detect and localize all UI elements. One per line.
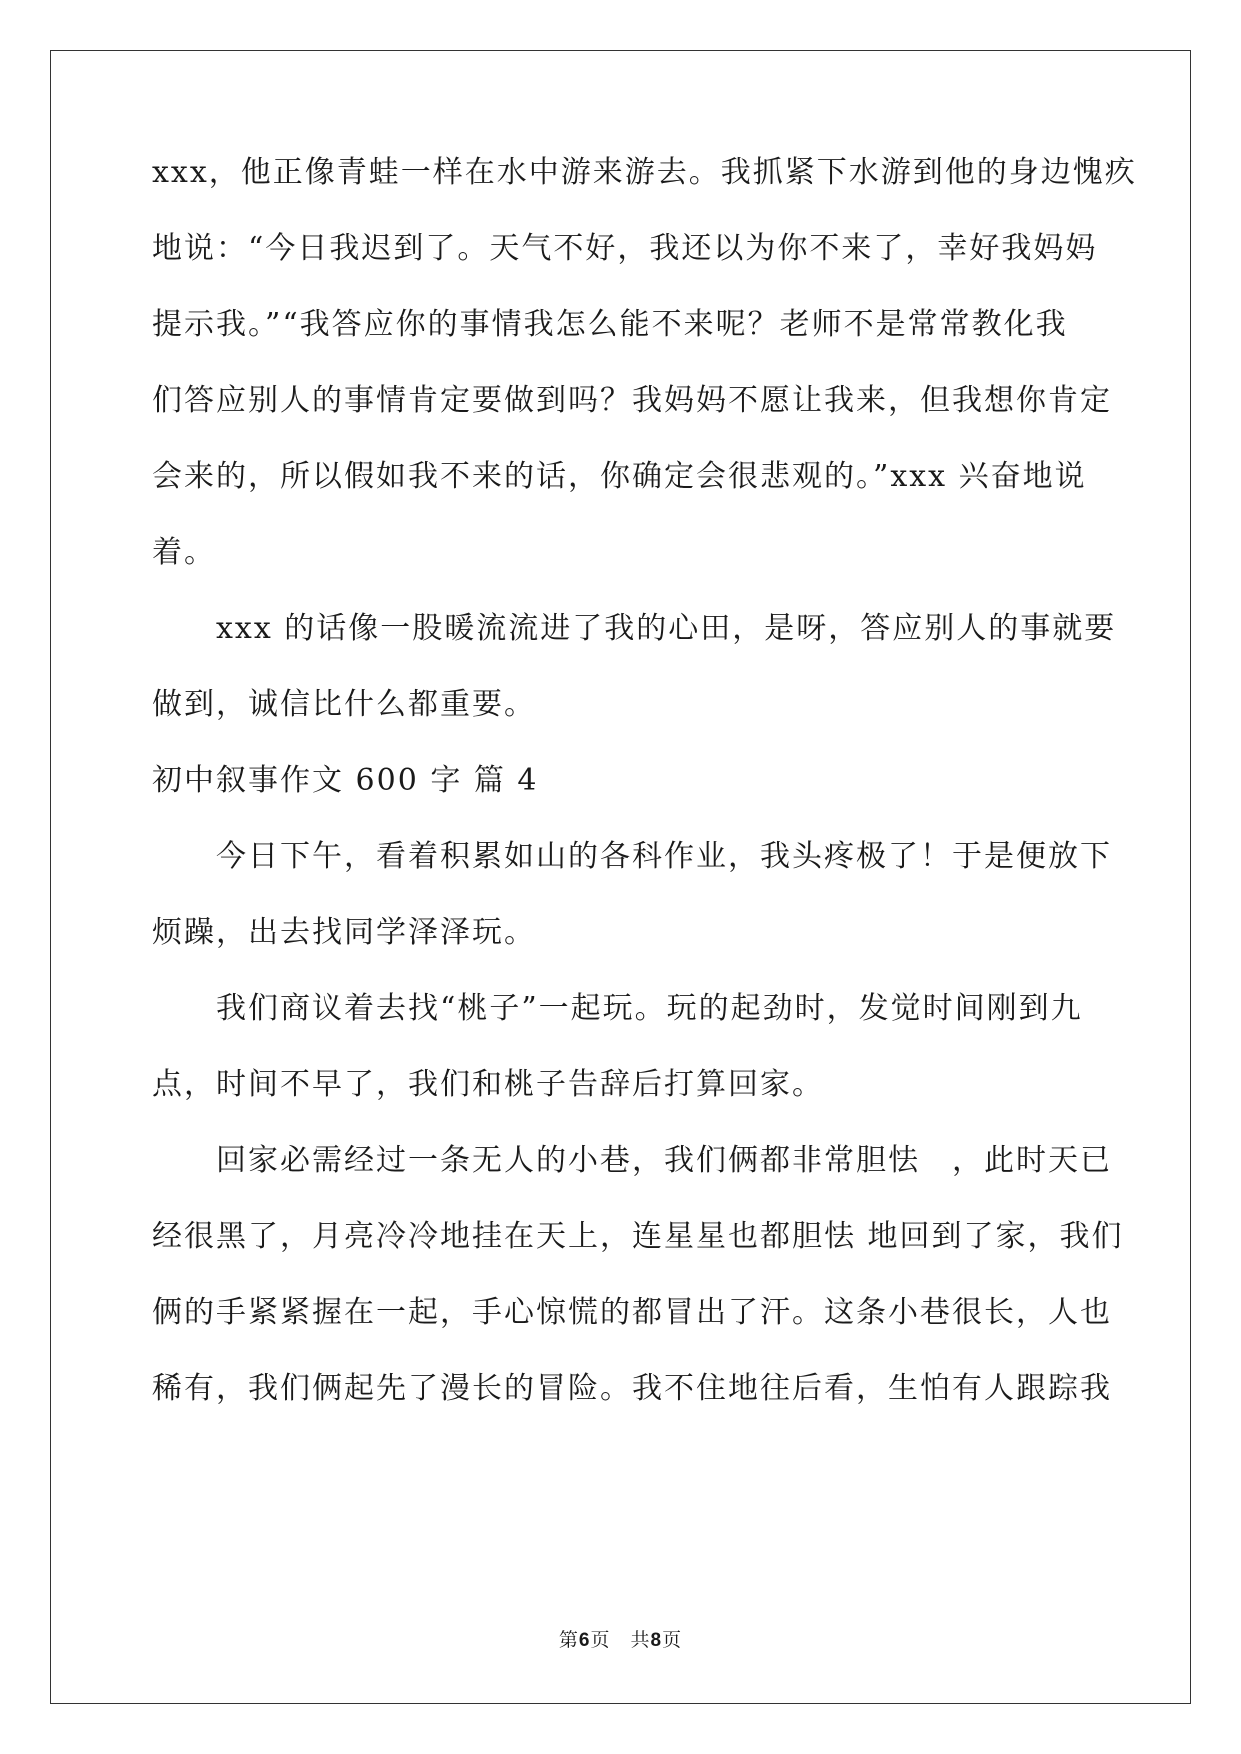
text-line: 地说：“今日我迟到了。天气不好，我还以为你不来了，幸好我妈妈 xyxy=(152,231,1098,266)
text-line: 经很黑了，月亮冷冷地挂在天上，连星星也都胆怯 地回到了家，我们 xyxy=(152,1219,1124,1254)
text-line: 稀有，我们俩起先了漫长的冒险。我不住地往后看，生怕有人跟踪我 xyxy=(152,1371,1112,1406)
footer-prefix: 第 xyxy=(558,1629,579,1651)
text-line: 烦躁，出去找同学泽泽玩。 xyxy=(152,915,536,950)
text-line: 我们商议着去找“桃子”一起玩。玩的起劲时，发觉时间刚到九 xyxy=(152,991,1083,1026)
text-line: 们答应别人的事情肯定要做到吗？我妈妈不愿让我来，但我想你肯定 xyxy=(152,383,1112,418)
text-line: 做到，诚信比什么都重要。 xyxy=(152,687,536,722)
footer-suffix: 页 xyxy=(662,1629,683,1651)
section-heading: 初中叙事作文 600 字 篇 4 xyxy=(152,763,539,798)
footer-middle: 页 共 xyxy=(590,1629,651,1651)
text-line: xxx，他正像青蛙一样在水中游来游去。我抓紧下水游到他的身边愧疚 xyxy=(152,155,1137,190)
text-line: 回家必需经过一条无人的小巷，我们俩都非常胆怯 ，此时天已 xyxy=(152,1143,1112,1178)
page-footer xyxy=(0,1625,1241,1652)
document-body xyxy=(152,135,1137,1427)
text-line: xxx 的话像一股暖流流进了我的心田，是呀，答应别人的事就要 xyxy=(152,611,1117,646)
text-line: 点，时间不早了，我们和桃子告辞后打算回家。 xyxy=(152,1067,824,1102)
text-line: 着。 xyxy=(152,535,216,570)
total-pages-number: 8 xyxy=(650,1630,663,1651)
text-line: 提示我。”“我答应你的事情我怎么能不来呢？老师不是常常教化我 xyxy=(152,307,1068,342)
text-line: 今日下午，看着积累如山的各科作业，我头疼极了！于是便放下 xyxy=(152,839,1112,874)
text-line: 俩的手紧紧握在一起，手心惊慌的都冒出了汗。这条小巷很长，人也 xyxy=(152,1295,1112,1330)
current-page-number: 6 xyxy=(578,1630,591,1651)
text-line: 会来的，所以假如我不来的话，你确定会很悲观的。”xxx 兴奋地说 xyxy=(152,459,1087,494)
